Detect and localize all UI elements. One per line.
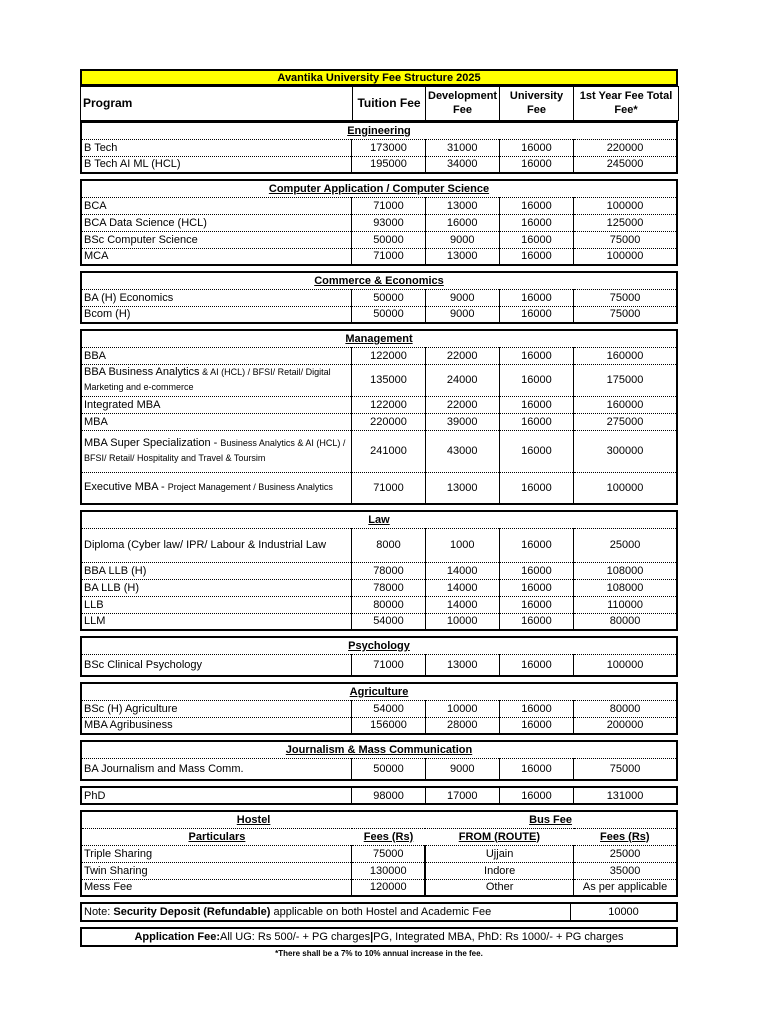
column-header-row	[81, 87, 679, 121]
section-title: Engineering	[81, 122, 677, 139]
table-row: LLB 80000 14000 16000 110000	[81, 596, 677, 613]
table-row: Twin Sharing 130000 Indore 35000	[81, 862, 677, 879]
table-row: MCA 71000 13000 16000 100000	[81, 248, 677, 265]
bus-route-header: FROM (ROUTE)	[425, 828, 573, 845]
section-law	[80, 510, 678, 631]
fee-structure-document	[80, 69, 678, 958]
header-program: Program	[81, 87, 353, 121]
table-row: MBA Agribusiness 156000 28000 16000 200000	[81, 717, 677, 734]
section-title: Management	[81, 330, 677, 347]
section-computer-application	[80, 179, 678, 266]
application-fee-note: Application Fee: All UG: Rs 500/- + PG charges | PG, Integrated MBA, PhD: Rs 1000/- + PG charges	[80, 927, 678, 947]
section-title: Journalism & Mass Communication	[81, 741, 677, 758]
table-row: MBA 220000 39000 16000 275000	[81, 413, 677, 430]
document-title: Avantika University Fee Structure 2025	[80, 69, 678, 86]
section-engineering	[80, 121, 678, 174]
section-phd	[80, 786, 678, 805]
table-row: Bcom (H) 50000 9000 16000 75000	[81, 306, 677, 323]
table-row: BBA LLB (H) 78000 14000 16000 108000	[81, 562, 677, 579]
table-row: BSc Clinical Psychology 71000 13000 16000 100000	[81, 654, 677, 676]
section-title: Computer Application / Computer Science	[81, 180, 677, 197]
note-text: Note: Security Deposit (Refundable) applicable on both Hostel and Academic Fee	[84, 906, 492, 918]
header-total	[574, 87, 679, 121]
table-row: BSc Computer Science 50000 9000 16000 75000	[81, 231, 677, 248]
table-row: Integrated MBA 122000 22000 16000 160000	[81, 396, 677, 413]
section-journalism	[80, 740, 678, 781]
header-total-line1: 1st Year Fee Total	[579, 90, 673, 103]
table-row: B Tech 173000 31000 16000 220000	[81, 139, 677, 156]
table-row: BCA Data Science (HCL) 93000 16000 16000 125000	[81, 214, 677, 231]
footnote: *There shall be a 7% to 10% annual increase in the fee.	[275, 949, 483, 958]
program-cell: MBA Super Specialization - Business Analytics & AI (HCL) / BFSI/ Retail/ Hospitality and Travel & Toursim	[81, 430, 352, 472]
table-row: Executive MBA - Project Management / Business Analytics 71000 13000 16000 100000	[81, 472, 677, 504]
bus-fees-header: Fees (Rs)	[574, 828, 677, 845]
table-row: BSc (H) Agriculture 54000 10000 16000 80000	[81, 700, 677, 717]
section-management	[80, 329, 678, 505]
table-row: BBA 122000 22000 16000 160000	[81, 347, 677, 364]
table-row: Mess Fee 120000 Other As per applicable	[81, 879, 677, 896]
header-university: University Fee	[500, 87, 574, 121]
hostel-title: Hostel	[81, 811, 425, 828]
program-cell: Executive MBA - Project Management / Business Analytics	[84, 481, 333, 494]
header-development-line1: Development	[428, 90, 498, 103]
table-row: BA Journalism and Mass Comm. 50000 9000 16000 75000	[81, 758, 677, 780]
table-row: BCA 71000 13000 16000 100000	[81, 197, 677, 214]
table-row: LLM 54000 10000 16000 80000	[81, 613, 677, 630]
note-amount: 10000	[570, 904, 676, 920]
table-row: BA LLB (H) 78000 14000 16000 108000	[81, 579, 677, 596]
header-tuition: Tuition Fee	[353, 87, 426, 121]
hostel-particulars-header: Particulars	[81, 828, 352, 845]
program-cell: BBA Business Analytics & AI (HCL) / BFSI/ Retail/ Digital Marketing and e-commerce	[81, 364, 352, 396]
hostel-bus-table	[80, 810, 678, 897]
bus-fee-title: Bus Fee	[425, 811, 677, 828]
table-row: PhD 98000 17000 16000 131000	[81, 787, 677, 804]
section-psychology	[80, 636, 678, 677]
table-row: Triple Sharing 75000 Ujjain 25000	[81, 845, 677, 862]
section-title: Commerce & Economics	[81, 272, 677, 289]
security-deposit-note	[80, 902, 678, 922]
section-commerce-economics	[80, 271, 678, 324]
header-development-line2: Fee	[453, 103, 472, 116]
table-row: B Tech AI ML (HCL) 195000 34000 16000 245000	[81, 156, 677, 173]
header-total-line2: Fee*	[614, 103, 638, 116]
table-row: BA (H) Economics 50000 9000 16000 75000	[81, 289, 677, 306]
section-agriculture	[80, 682, 678, 735]
header-development	[426, 87, 500, 121]
column-header-table	[80, 86, 679, 121]
hostel-fees-header: Fees (Rs)	[352, 828, 425, 845]
section-title: Law	[81, 511, 677, 528]
table-row: Diploma (Cyber law/ IPR/ Labour & Industrial Law 8000 1000 16000 25000	[81, 528, 677, 562]
section-title: Agriculture	[81, 683, 677, 700]
table-row: MBA Super Specialization - Business Analytics & AI (HCL) / BFSI/ Retail/ Hospitality and Travel & Toursim 241000 43000 16000 300000	[81, 430, 677, 472]
section-title: Psychology	[81, 637, 677, 654]
table-row: BBA Business Analytics & AI (HCL) / BFSI/ Retail/ Digital Marketing and e-commerce 135000 24000 16000 175000	[81, 364, 677, 396]
